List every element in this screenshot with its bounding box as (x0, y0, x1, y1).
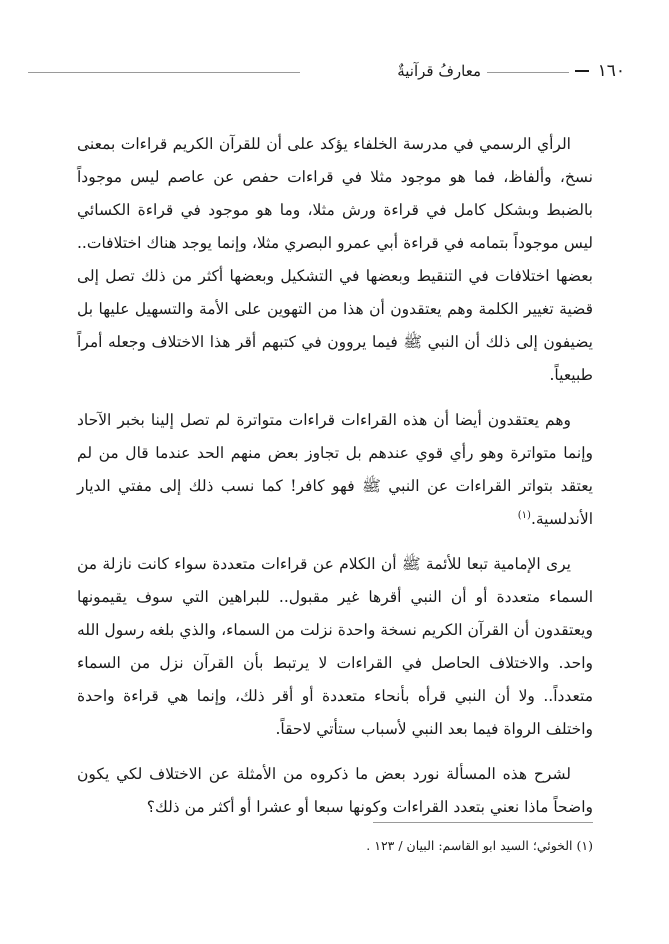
header-rule-right (487, 72, 569, 73)
paragraph-2 (77, 404, 593, 536)
footnote-reference[interactable]: (١) (517, 509, 531, 521)
footnote: (١) الخوئي؛ السيد ابو القاسم: البيان / ١٢٣ . (366, 838, 593, 853)
paragraph-3 (77, 548, 593, 746)
paragraph-4-text: لشرح هذه المسألة نورد بعض ما ذكروه من الأمثلة عن الاختلاف لكي يكون واضحاً ماذا نعني بتعدد القراءات وكونها سبعا أو عشرا أو أكثر من ذلك؟ (77, 765, 593, 816)
header-dash (575, 70, 589, 72)
paragraph-1 (77, 128, 593, 392)
paragraph-2-text: وهم يعتقدون أيضا أن هذه القراءات قراءات متواترة لم تصل إلينا بخبر الآحاد وإنما متواترة وهو رأي قوي عندهم بل تجاوز بعض منهم الحد عندما قال من لم يعتقد بتواتر القراءات عن النبي ﷺ فهو كافر! كما نسب ذلك إلى مفتي الديار الأندلسية. (77, 411, 593, 528)
paragraph-4 (77, 758, 593, 824)
footnote-separator (373, 822, 593, 823)
paragraph-3-text: يرى الإمامية تبعا للأئمة ﷺ أن الكلام عن قراءات متعددة سواء كانت نازلة من السماء متعددة أو أن النبي أقرها غير مقبول.. للبراهين التي سوف يقيمونها ويعتقدون أن القرآن الكريم نسخة واحدة نزلت من السماء، والذي بلغه رسول الله واحد. والاختلاف الحاصل في القراءات لا يرتبط بأن القرآن نزل من السماء متعدداً.. ولا أن النبي قرأه بأنحاء متعددة أو أقر ذلك، وإنما هي قراءة واحدة واختلف الرواة فيما بعد النبي لأسباب ستأتي لاحقاً. (77, 555, 593, 738)
page-body (77, 128, 593, 836)
paragraph-1-text: الرأي الرسمي في مدرسة الخلفاء يؤكد على أن للقرآن الكريم قراءات بمعنى نسخ، وألفاظ، فما هو موجود مثلا في قراءات حفص عن عاصم ليس موجوداً بالضبط وبشكل كامل في قراءة ورش مثلا، وما هو موجود في قراءة الكسائي ليس موجوداً بتمامه في قراءة أبي عمرو البصري مثلا، وإنما يوجد هناك اختلافات.. بعضها اختلافات في التنقيط وبعضها في التشكيل وبعضها أكثر من ذلك تصل إلى قضية تغيير الكلمة وهم يعتقدون أن هذا من التهوين على الأمة والتسهيل عليها بل يضيفون إلى ذلك أن النبي ﷺ فيما يروون في كتبهم أقر هذا الاختلاف وجعله أمراً طبيعياً. (77, 135, 593, 384)
page-number: ١٦٠ (597, 61, 625, 81)
header-rule-left (28, 72, 300, 73)
running-header (0, 58, 669, 86)
book-title: معارفُ قرآنيةٌ (397, 62, 481, 80)
